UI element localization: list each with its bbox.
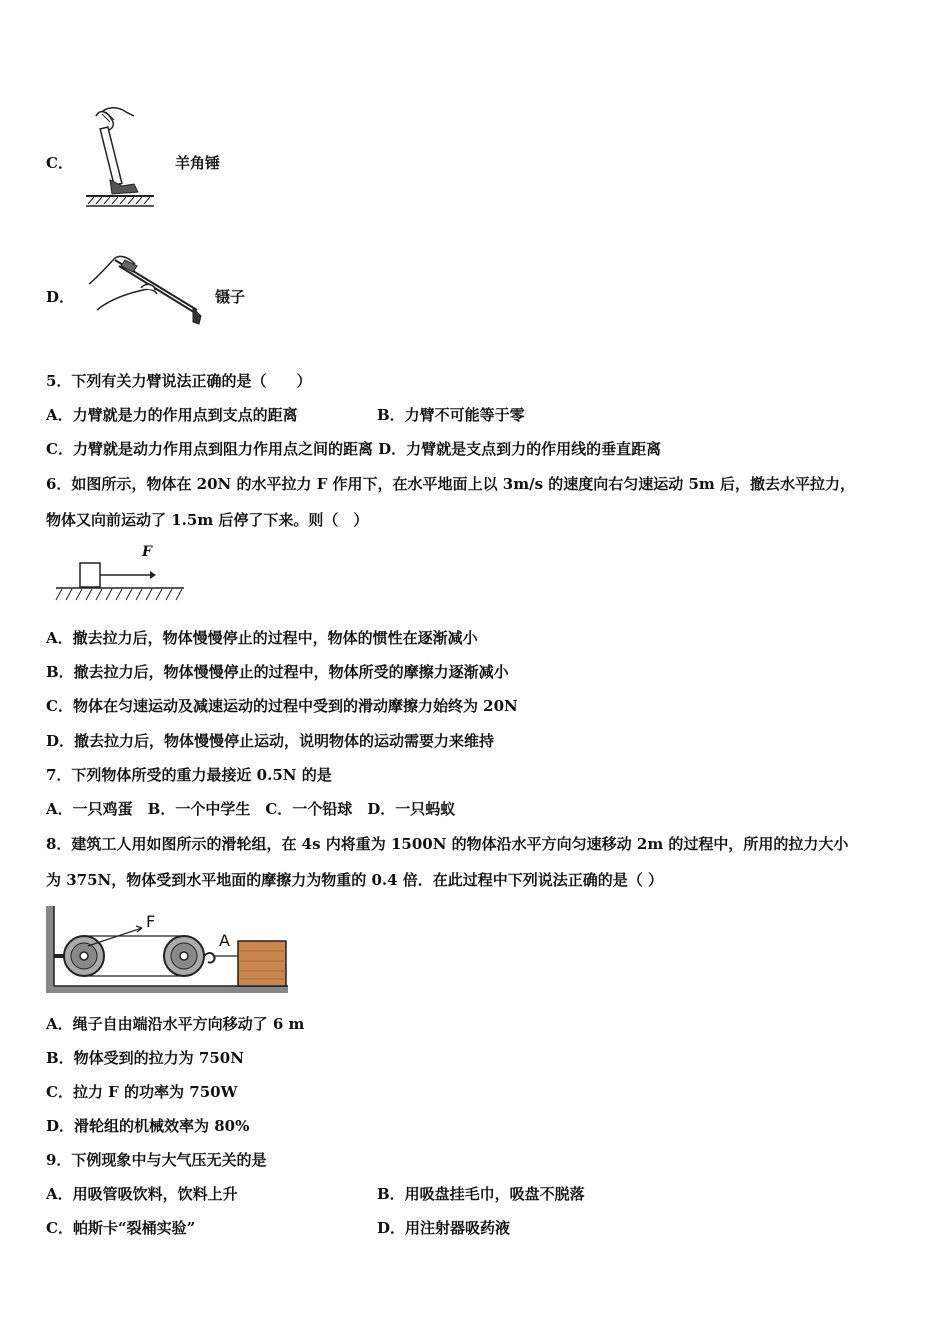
q5-stem: 5．下列有关力臂说法正确的是（ ） xyxy=(46,372,312,390)
q9-option-b: B．用吸盘挂毛巾，吸盘不脱落 xyxy=(377,1185,585,1203)
q8-stem-line2: 为 375N，物体受到水平地面的摩擦力为物重的 0.4 倍．在此过程中下列说法正确的是（ ） xyxy=(46,871,664,889)
q8-point-a-label: A xyxy=(219,931,230,950)
q6-stem-line2: 物体又向前运动了 1.5m 后停了下来。则（ ） xyxy=(46,511,369,529)
option-d-tool-name: 镊子 xyxy=(215,288,246,306)
q9-option-a: A．用吸管吸饮料，饮料上升 xyxy=(46,1185,238,1203)
q8-pulley-figure xyxy=(46,906,291,996)
q7-options: A．一只鸡蛋 B．一个中学生 C．一个铅球 D．一只蚂蚁 xyxy=(46,800,456,818)
q6-option-a: A．撤去拉力后，物体慢慢停止的过程中，物体的惯性在逐渐减小 xyxy=(46,629,478,647)
q7-stem: 7．下列物体所受的重力最接近 0.5N 的是 xyxy=(46,766,332,784)
option-c-label: C． xyxy=(46,154,73,172)
q8-option-c: C．拉力 F 的功率为 750W xyxy=(46,1083,238,1101)
q6-option-d: D．撤去拉力后，物体慢慢停止运动，说明物体的运动需要力来维持 xyxy=(46,732,495,750)
q8-force-label: F xyxy=(146,912,156,931)
tweezers-figure xyxy=(85,250,215,330)
q6-option-b: B．撤去拉力后，物体慢慢停止的过程中，物体所受的摩擦力逐渐减小 xyxy=(46,663,509,681)
q9-option-c: C．帕斯卡“裂桶实验” xyxy=(46,1219,196,1237)
q6-option-c: C．物体在匀速运动及减速运动的过程中受到的滑动摩擦力始终为 20N xyxy=(46,697,518,715)
q5-option-b: B．力臂不可能等于零 xyxy=(377,406,525,424)
q5-option-a: A．力臂就是力的作用点到支点的距离 xyxy=(46,406,298,424)
q6-block-figure xyxy=(52,545,187,605)
q8-option-b: B．物体受到的拉力为 750N xyxy=(46,1049,244,1067)
q6-stem-line1: 6．如图所示，物体在 20N 的水平拉力 F 作用下，在水平地面上以 3m/s 的速度向右匀速运动 5m 后，撤去水平拉力， xyxy=(46,475,855,493)
q8-option-a: A．绳子自由端沿水平方向移动了 6 m xyxy=(46,1015,305,1033)
q6-force-label: F xyxy=(142,544,152,560)
q9-option-d: D．用注射器吸药液 xyxy=(377,1219,511,1237)
q8-stem-line1: 8．建筑工人用如图所示的滑轮组，在 4s 内将重为 1500N 的物体沿水平方向匀速移动 2m 的过程中，所用的拉力大小 xyxy=(46,835,849,853)
option-d-label: D． xyxy=(46,288,75,306)
claw-hammer-figure xyxy=(82,100,157,215)
q8-option-d: D．滑轮组的机械效率为 80% xyxy=(46,1117,250,1135)
q5-option-cd: C．力臂就是动力作用点到阻力作用点之间的距离 D．力臂就是支点到力的作用线的垂直距离 xyxy=(46,440,662,458)
option-c-tool-name: 羊角锤 xyxy=(175,154,221,172)
q9-stem: 9．下例现象中与大气压无关的是 xyxy=(46,1151,267,1169)
